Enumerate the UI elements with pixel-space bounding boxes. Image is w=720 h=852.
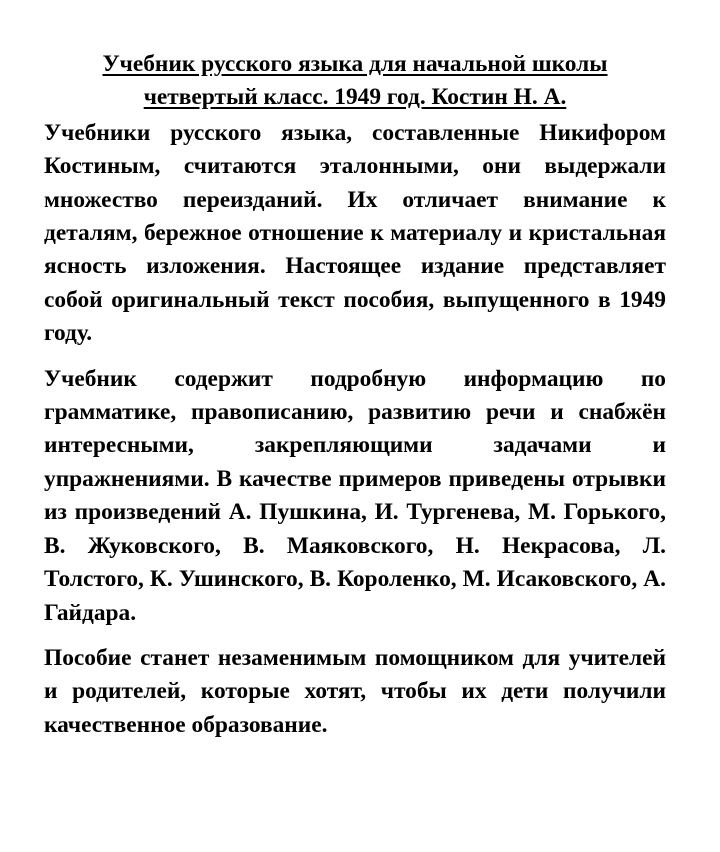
- document-page: [44, 48, 666, 754]
- title-line-2: четвертый класс. 1949 год. Костин Н. А.: [143, 84, 567, 111]
- paragraph-contents: Учебник содержит подробную информацию по грамматике, правописанию, развитию речи и снабжён интересными, закрепляющими задачами и упражнениями. В качестве примеров приведены отрывки из произведений А. Пушкина, И. Тургенева, М. Горького, В. Жуковского, В. Маяковского, Н. Некрасова, Л. Толстого, К. Ушинского, В. Короленко, М. Исаковского, А. Гайдара.: [44, 365, 666, 626]
- paragraph-intro: Учебники русского языка, составленные Никифором Костиным, считаются эталонными, они выдержали множество переизданий. Их отличает внимание к деталям, бережное отношение к материалу и кристальная ясность изложения. Настоящее издание представляет собой оригинальный текст пособия, выпущенного в 1949 году.: [44, 119, 666, 347]
- title-line-1: Учебник русского языка для начальной школы: [102, 51, 608, 77]
- paragraph-conclusion: Пособие станет незаменимым помощником для учителей и родителей, которые хотят, чтобы их дети получили качественное образование.: [44, 644, 666, 738]
- document-title: [44, 48, 666, 115]
